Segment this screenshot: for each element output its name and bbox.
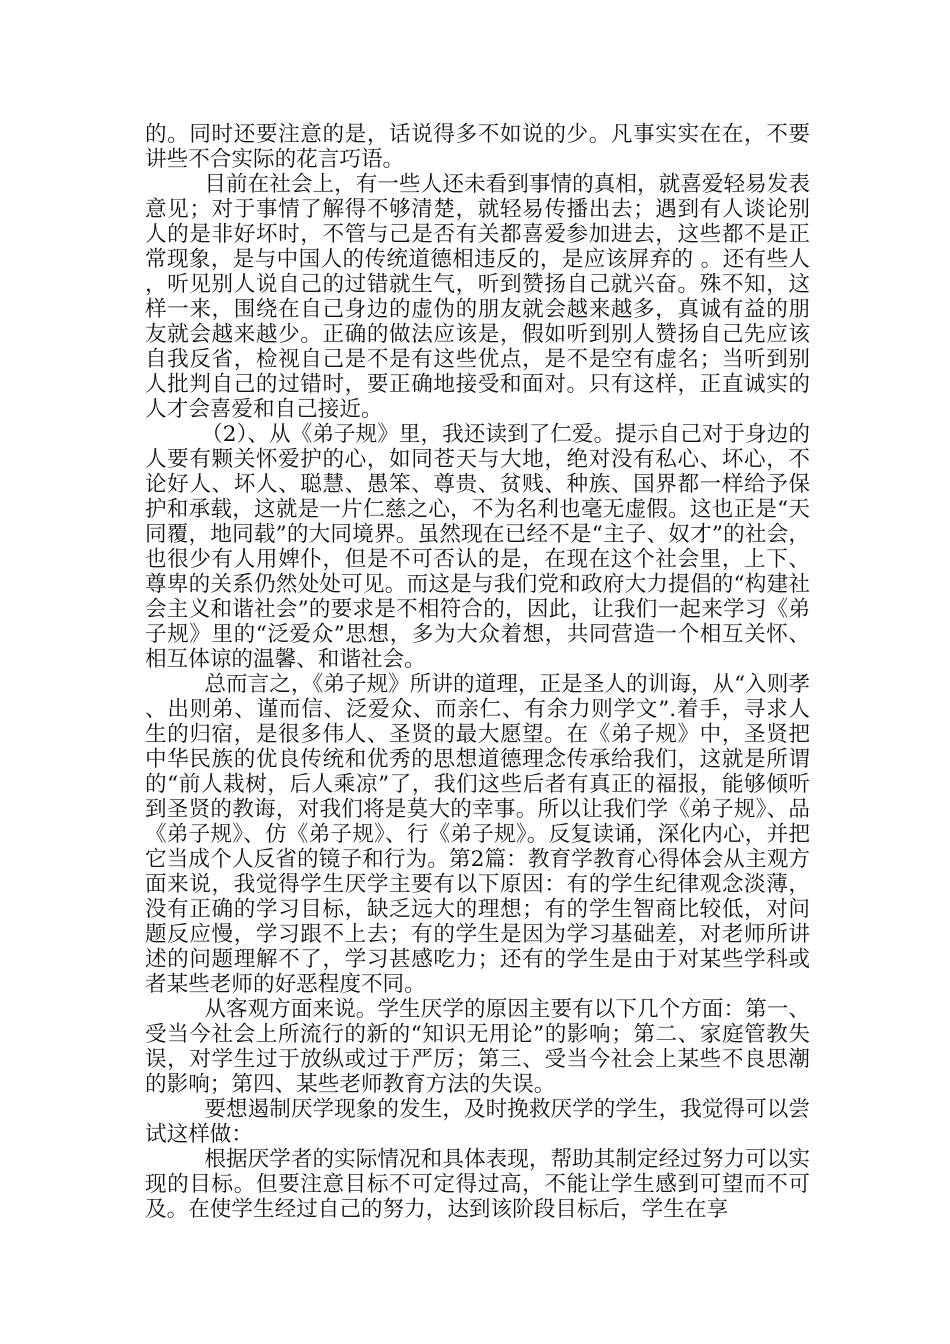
paragraph-3: （2）、从《弟子规》里，我还读到了仁爱。提示自己对于身边的人要有颗关怀爱护的心，如同苍天与大地，绝对没有私心、坏心，不论好人、坏人、聪慧、愚笨、尊贵、贫贱、种族、国界都一样给予保护和承载，这就是一片仁慈之心，不为名利也毫无虚假。这也正是“天同覆，地同载”的大同境界。虽然现在已经不是“主子、奴才”的社会，也很少有人用婢仆，但是不可否认的是，在现在这个社会里，上下、尊卑的关系仍然处处可见。而这是与我们党和政府大力提倡的“构建社会主义和谐社会”的要求是不相符合的，因此，让我们一起来学习《弟子规》里的“泛爱众”思想，多为大众着想，共同营造一个相互关怀、相互体谅的温馨、和谐社会。	[145, 422, 810, 672]
paragraph-6: 要想遏制厌学现象的发生，及时挽救厌学的学生，我觉得可以尝试这样做：	[145, 1097, 810, 1147]
paragraph-1: 的。同时还要注意的是，话说得多不如说的少。凡事实实在在，不要讲些不合实际的花言巧语。	[145, 122, 810, 172]
paragraph-7: 根据厌学者的实际情况和具体表现，帮助其制定经过努力可以实现的目标。但要注意目标不可定得过高，不能让学生感到可望而不可及。在使学生经过自己的努力，达到该阶段目标后，学生在享	[145, 1147, 810, 1222]
paragraph-2: 目前在社会上，有一些人还未看到事情的真相，就喜爱轻易发表意见；对于事情了解得不够清楚，就轻易传播出去；遇到有人谈论别人的是非好坏时，不管与己是否有关都喜爱参加进去，这些都不是正常现象，是与中国人的传统道德相违反的，是应该屏弃的 。还有些人，听见别人说自己的过错就生气，听到赞扬自己就兴奋。殊不知，这样一来，围绕在自己身边的虚伪的朋友就会越来越多，真诚有益的朋友就会越来越少。正确的做法应该是，假如听到别人赞扬自己先应该自我反省，检视自己是不是有这些优点，是不是空有虚名；当听到别人批判自己的过错时，要正确地接受和面对。只有这样，正直诚实的人才会喜爱和自己接近。	[145, 172, 810, 422]
paragraph-4: 总而言之，《弟子规》所讲的道理，正是圣人的训诲，从“入则孝、出则弟、谨而信、泛爱众、而亲仁、有余力则学文”.着手，寻求人生的归宿，是很多伟人、圣贤的最大愿望。在《弟子规》中，圣贤把中华民族的优良传统和优秀的思想道德理念传承给我们，这就是所谓的“前人栽树，后人乘凉”了，我们这些后者有真正的福报，能够倾听到圣贤的教诲，对我们将是莫大的幸事。所以让我们学《弟子规》、品《弟子规》、仿《弟子规》、行《弟子规》。反复读诵，深化内心，并把它当成个人反省的镜子和行为。第2篇：教育学教育心得体会从主观方面来说，我觉得学生厌学主要有以下原因：有的学生纪律观念淡薄，没有正确的学习目标，缺乏远大的理想；有的学生智商比较低，对问题反应慢，学习跟不上去；有的学生是因为学习基础差，对老师所讲述的问题理解不了，学习甚感吃力；还有的学生是由于对某些学科或者某些老师的好恶程度不同。	[145, 672, 810, 997]
paragraph-5: 从客观方面来说。学生厌学的原因主要有以下几个方面：第一、受当今社会上所流行的新的“知识无用论”的影响；第二、家庭管教失误，对学生过于放纵或过于严厉；第三、受当今社会上某些不良思潮的影响；第四、某些老师教育方法的失误。	[145, 997, 810, 1097]
document-body	[145, 122, 810, 1222]
